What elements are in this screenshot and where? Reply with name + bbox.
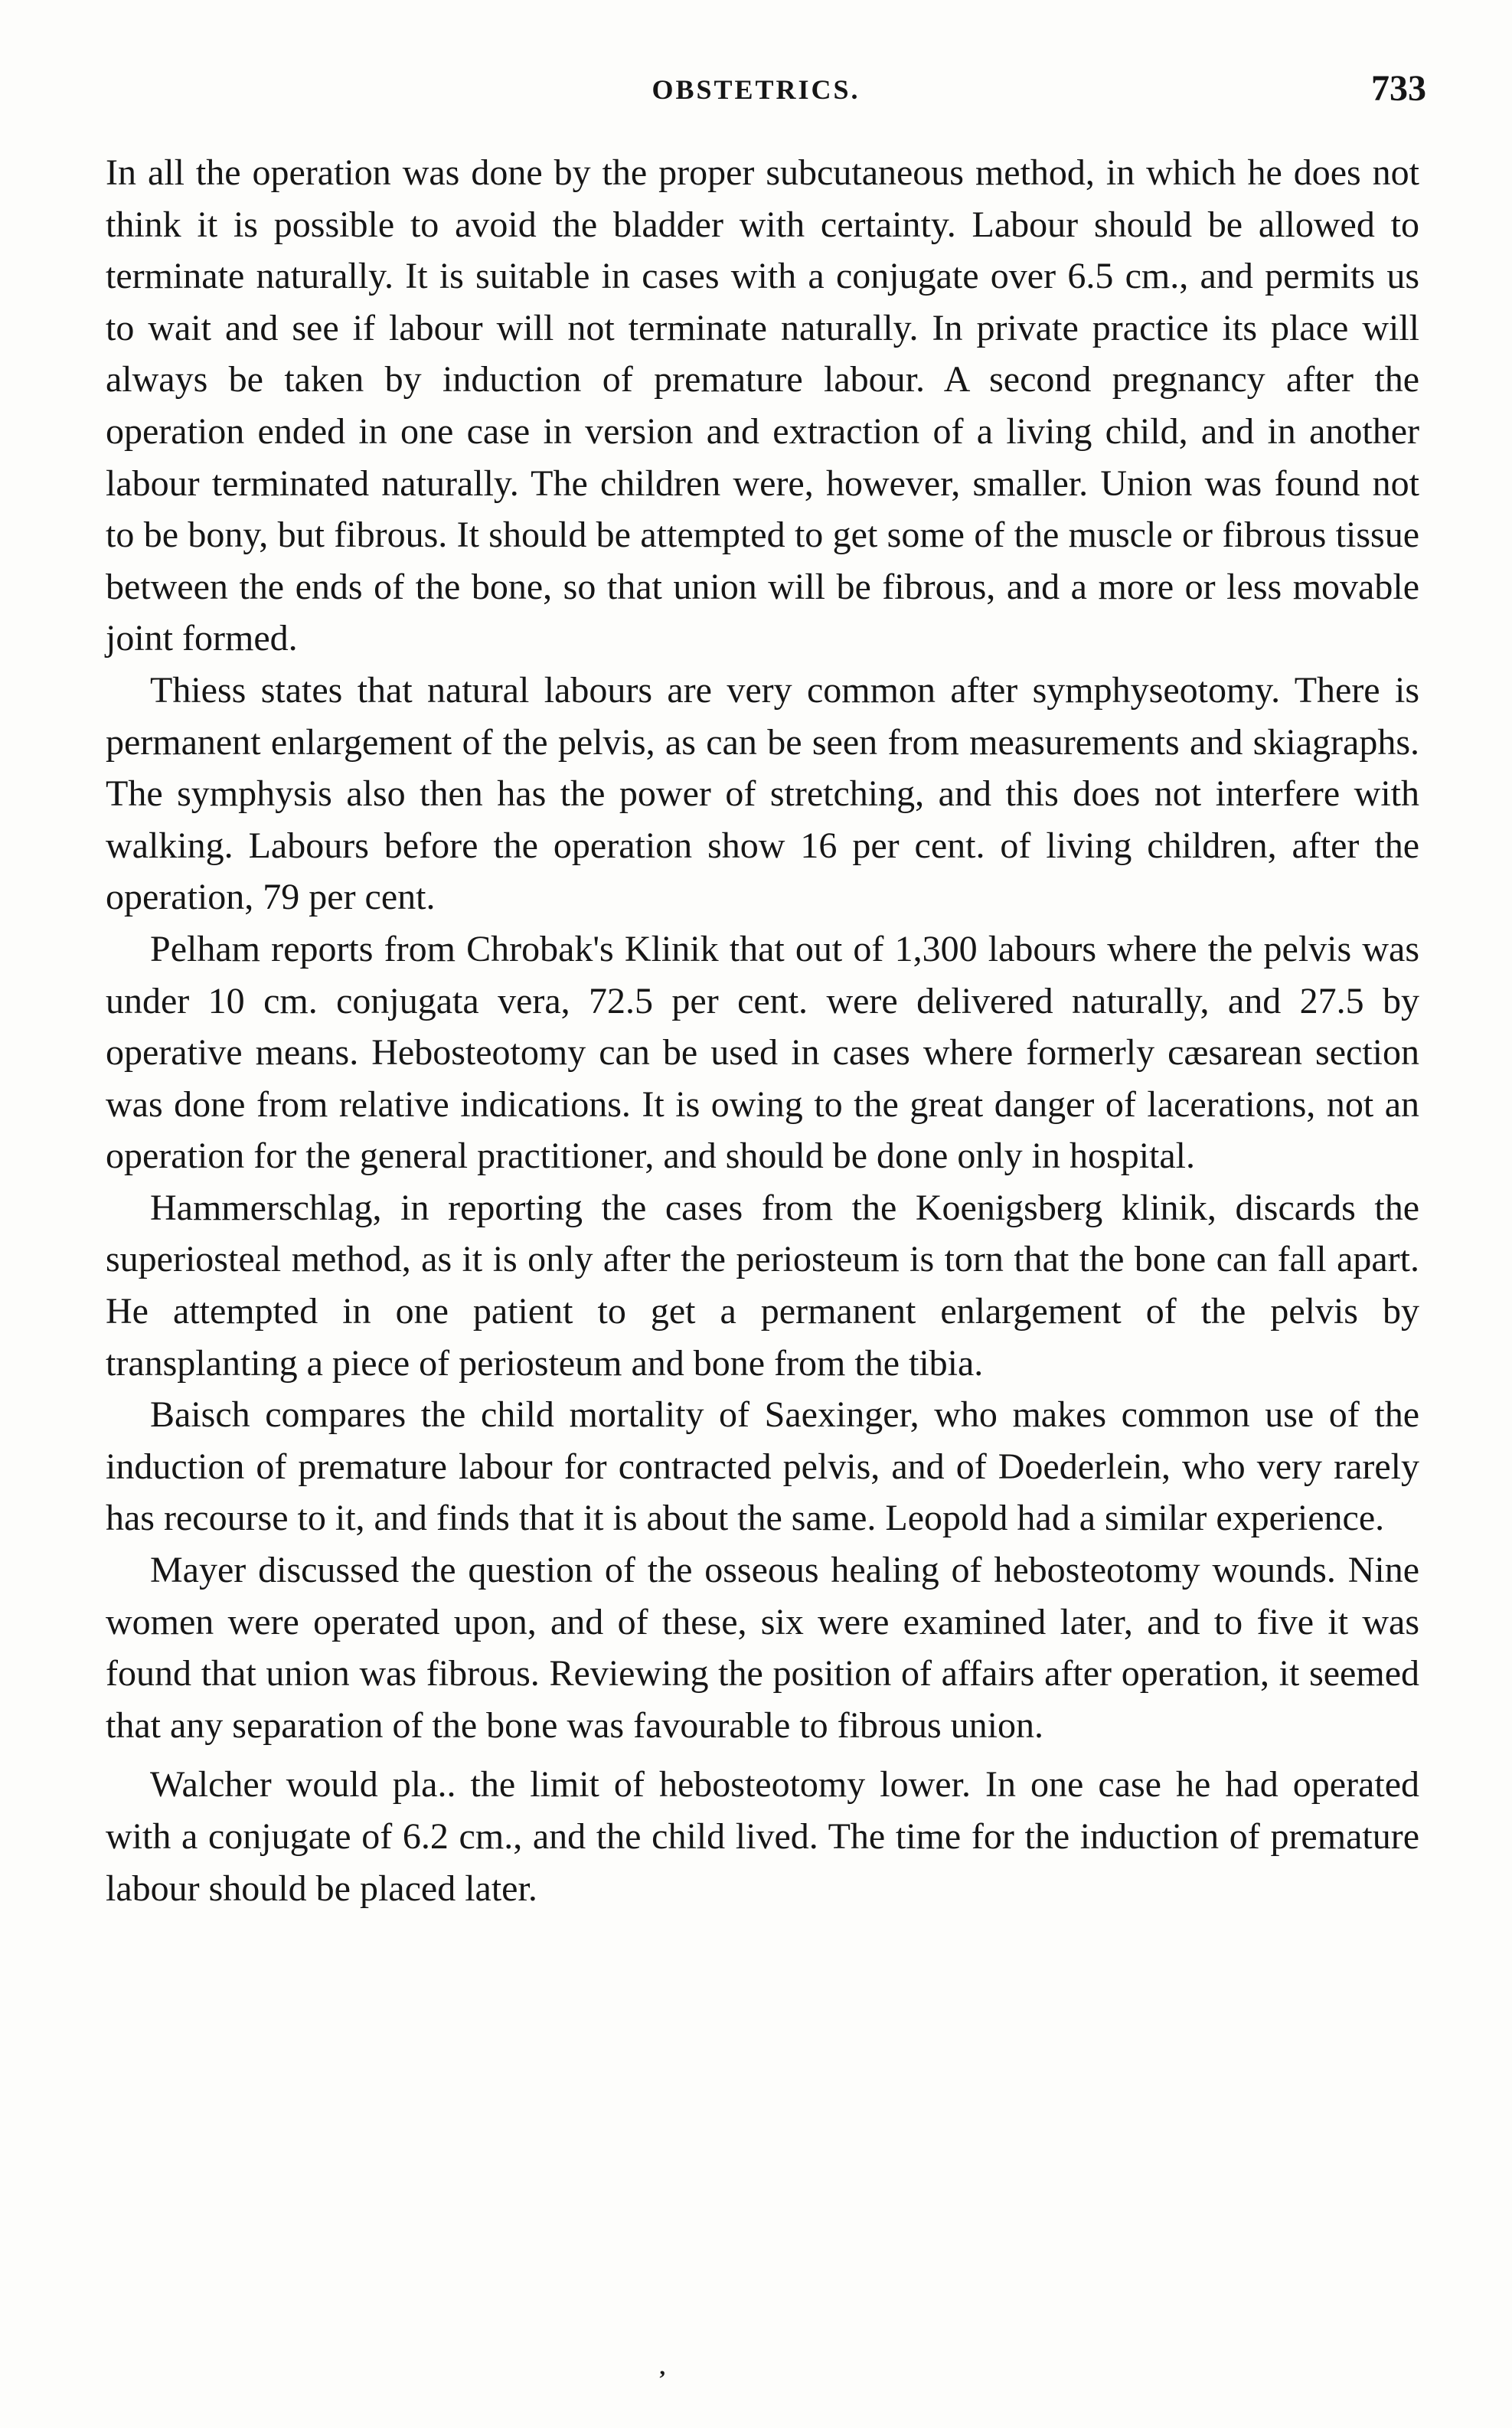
paragraph-pelham: Pelham reports from Chrobak's Klinik that out of 1,300 labours where the pelvis was under 10 cm. conjugata vera, 72.5 per cent. were delivered naturally, and 27.5 by operative means. Hebosteotomy can be used in cases where formerly cæsarean section was done from relative indications. It is owing to the great danger of lacerations, not an operation for the general practitioner, and should be done only in hospital. <box>106 928 1419 1177</box>
paragraph-continuation: In all the operation was done by the proper subcutaneous method, in which he does not think it is possible to avoid the bladder with certainty. Labour should be allowed to terminate naturally. It is suitable in cases with a conjugate over 6.5 cm., and permits us to wait and see if labour will not terminate naturally. In private practice its place will always be taken by induction of premature labour. A second pregnancy after the operation ended in one case in version and extraction of a living child, and in another labour terminated naturally. The children were, however, smaller. Union was found not to be bony, but fibrous. It should be attempted to get some of the muscle or fibrous tissue between the ends of the bone, so that union will be fibrous, and a more or less movable joint formed. <box>106 152 1419 659</box>
printer-mark: ’ <box>658 2366 666 2391</box>
paragraph-hammerschlag: Hammerschlag, in reporting the cases from the Koenigsberg klinik, discards the superiosteal method, as it is only after the periosteum is torn that the bone can fall apart. He attempted in one patient to get a permanent enlargement of the pelvis by transplanting a piece of periosteum and bone from the tibia. <box>106 1187 1419 1384</box>
running-title: OBSTETRICS. <box>651 74 861 105</box>
paragraph-walcher: Walcher would pla.. the limit of hebosteotomy lower. In one case he had operated with a conjugate of 6.2 cm., and the child lived. The time for the induction of premature labour should be placed later. <box>106 1764 1419 1909</box>
page-number: 733 <box>1371 68 1426 109</box>
paragraph-thiess: Thiess states that natural labours are very common after symphyseotomy. There is permanent enlargement of the pelvis, as can be seen from measurements and skiagraphs. The symphysis also then has the power of stretching, and this does not interfere with walking. Labours before the operation show 16 per cent. of living children, after the operation, 79 per cent. <box>106 669 1419 918</box>
paragraph-baisch: Baisch compares the child mortality of Saexinger, who makes common use of the induction of premature labour for contracted pelvis, and of Doederlein, who very rarely has recourse to it, and finds that it is about the same. Leopold had a similar experience. <box>106 1394 1419 1539</box>
paragraph-mayer: Mayer discussed the question of the osseous healing of hebosteotomy wounds. Nine women were operated upon, and of these, six were examined later, and to five it was found that union was fibrous. Reviewing the position of affairs after operation, it seemed that any separation of the bone was favourable to fibrous union. <box>106 1550 1419 1746</box>
running-head <box>0 68 1512 135</box>
body-text <box>106 147 1419 1914</box>
